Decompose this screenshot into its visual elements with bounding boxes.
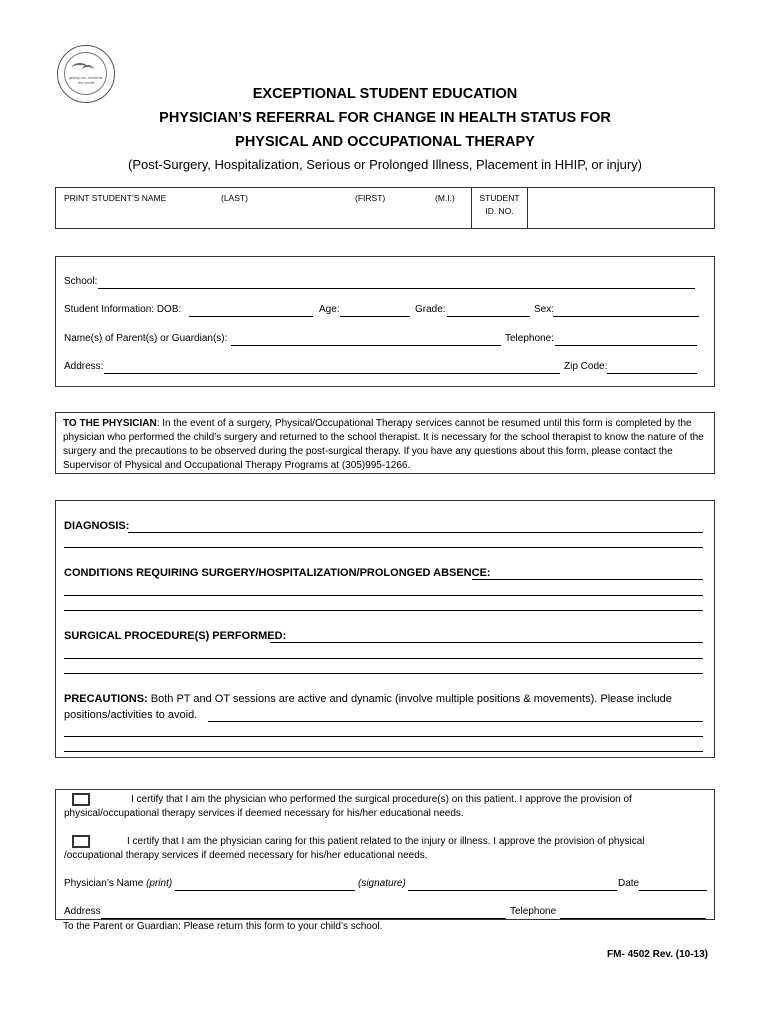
student-id-label-2: ID. NO. bbox=[485, 206, 514, 216]
surgical-procedure-label: SURGICAL PROCEDURE(S) PERFORMED: bbox=[64, 630, 287, 642]
precautions-text bbox=[64, 693, 672, 705]
school-field[interactable] bbox=[98, 288, 695, 289]
parents-field[interactable] bbox=[231, 345, 501, 346]
precautions-description: Both PT and OT sessions are active and dynamic (involve multiple positions & movements). Please include bbox=[147, 693, 672, 705]
student-id-label: STUDENT bbox=[479, 193, 520, 203]
student-info-box bbox=[55, 256, 715, 387]
medical-info-box bbox=[55, 500, 715, 758]
conditions-label: CONDITIONS REQUIRING SURGERY/HOSPITALIZATION/PROLONGED ABSENCE: bbox=[64, 567, 491, 579]
precautions-text-2: positions/activities to avoid. bbox=[64, 709, 198, 721]
zip-label: Zip Code: bbox=[564, 361, 608, 372]
precautions-field-3[interactable] bbox=[64, 751, 703, 752]
dob-label: Student Information: DOB: bbox=[64, 304, 182, 315]
certify-surgeon-text: I certify that I am the physician who performed the surgical procedure(s) on this patient. I approve the provision of bbox=[131, 794, 632, 805]
student-name-box[interactable] bbox=[55, 187, 715, 229]
precautions-label: PRECAUTIONS: bbox=[64, 693, 148, 705]
school-label: School: bbox=[64, 276, 98, 287]
diagnosis-label: DIAGNOSIS: bbox=[64, 520, 130, 532]
telephone-field[interactable] bbox=[555, 345, 697, 346]
precautions-field[interactable] bbox=[208, 721, 703, 722]
physician-name-label bbox=[64, 878, 172, 889]
physician-telephone-field[interactable] bbox=[560, 918, 706, 919]
print-student-name-label: PRINT STUDENT’S NAME bbox=[64, 193, 167, 203]
seal-book-icon-2 bbox=[82, 65, 94, 75]
middle-initial-label: (M.I.) bbox=[435, 193, 455, 203]
form-code: FM- 4502 Rev. (10-13) bbox=[607, 949, 708, 960]
form-title: EXCEPTIONAL STUDENT EDUCATION bbox=[252, 86, 518, 102]
date-field[interactable] bbox=[639, 890, 707, 891]
signature-text: (signature) bbox=[358, 878, 406, 889]
first-name-label: (FIRST) bbox=[355, 193, 386, 203]
surgical-procedure-field-3[interactable] bbox=[64, 673, 703, 674]
signature-field[interactable] bbox=[408, 890, 617, 891]
form-title-line-2: PHYSICIAN’S REFERRAL FOR CHANGE IN HEALTH STATUS FOR bbox=[159, 110, 611, 126]
address-label: Address: bbox=[64, 361, 104, 372]
diagnosis-field-2[interactable] bbox=[64, 547, 703, 548]
physician-note-heading: TO THE PHYSICIAN bbox=[63, 418, 157, 429]
address-field[interactable] bbox=[104, 373, 560, 374]
precautions-field-2[interactable] bbox=[64, 736, 703, 737]
parents-label: Name(s) of Parent(s) or Guardian(s): bbox=[64, 333, 228, 344]
dob-field[interactable] bbox=[189, 316, 313, 317]
certify-surgeon-checkbox[interactable] bbox=[72, 793, 90, 806]
form-subtitle: (Post-Surgery, Hospitalization, Serious or Prolonged Illness, Placement in HHIP, or injury) bbox=[128, 157, 642, 172]
seal-motto: giving our students the world bbox=[69, 75, 103, 85]
age-label: Age: bbox=[319, 304, 340, 315]
physician-name-text: Physician’s Name bbox=[64, 878, 147, 889]
last-name-label: (LAST) bbox=[221, 193, 248, 203]
physician-note-text: : In the event of a surgery, Physical/Occupational Therapy services cannot be resumed until this form is completed by the physician who performed the child’s surgery and returned to the school therapist. It is necessary for the school therapist to know the nature of the surgery and the precautions to be observed during the post-surgical therapy. If you have any questions about this form, please contact the Supervisor of Physical and Occupational Therapy Programs at (305)995-1266. bbox=[63, 418, 704, 471]
grade-field[interactable] bbox=[447, 316, 530, 317]
certify-caring-text: I certify that I am the physician caring for this patient related to the injury or illness. I approve the provision of physical bbox=[127, 836, 645, 847]
signature-label bbox=[358, 878, 406, 889]
diagnosis-field[interactable] bbox=[128, 532, 703, 533]
physician-name-field[interactable] bbox=[175, 890, 355, 891]
conditions-field[interactable] bbox=[472, 579, 703, 580]
conditions-field-3[interactable] bbox=[64, 610, 703, 611]
certify-surgeon-text-2: physical/occupational therapy services if deemed necessary for his/her educational needs. bbox=[64, 808, 464, 819]
age-field[interactable] bbox=[340, 316, 410, 317]
certify-caring-physician-checkbox[interactable] bbox=[72, 835, 90, 848]
certify-caring-text-2: /occupational therapy services if deemed necessary for his/her educational needs. bbox=[64, 850, 428, 861]
form-title-line-3: PHYSICAL AND OCCUPATIONAL THERAPY bbox=[235, 134, 535, 150]
date-label: Date bbox=[618, 878, 640, 889]
physician-note bbox=[63, 417, 709, 473]
physician-address-field[interactable] bbox=[101, 918, 506, 919]
physician-address-label: Address bbox=[64, 906, 101, 917]
zip-field[interactable] bbox=[607, 373, 697, 374]
sex-field[interactable] bbox=[553, 316, 699, 317]
certification-box bbox=[55, 789, 715, 920]
surgical-procedure-field-2[interactable] bbox=[64, 658, 703, 659]
telephone-label: Telephone: bbox=[505, 333, 554, 344]
print-label: (print) bbox=[146, 878, 173, 889]
grade-label: Grade: bbox=[415, 304, 446, 315]
surgical-procedure-field[interactable] bbox=[270, 642, 703, 643]
conditions-field-2[interactable] bbox=[64, 595, 703, 596]
physician-telephone-label: Telephone bbox=[510, 906, 557, 917]
divider bbox=[527, 188, 528, 228]
sex-label: Sex: bbox=[534, 304, 555, 315]
return-note: To the Parent or Guardian: Please return this form to your child’s school. bbox=[63, 921, 383, 932]
